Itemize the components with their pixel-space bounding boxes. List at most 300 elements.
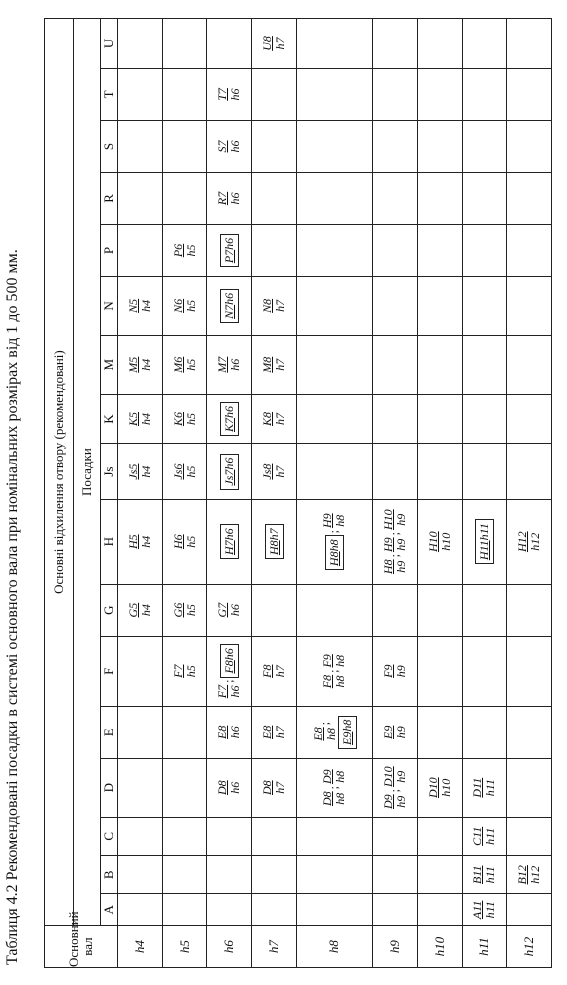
table-row xyxy=(373,19,418,968)
fit-shaft-tolerance: h9 xyxy=(393,795,408,808)
fit-separator: ; xyxy=(387,532,402,536)
fit-cell xyxy=(373,276,418,335)
fit-hole-tolerance: K5 xyxy=(125,411,140,426)
fit-hole-tolerance: E9 xyxy=(339,731,354,745)
fit-cell xyxy=(162,584,207,636)
fit-shaft-tolerance: h6 xyxy=(228,140,243,153)
fit-hole-tolerance: N8 xyxy=(260,298,275,313)
fit-fraction xyxy=(216,685,242,698)
fit-cell xyxy=(507,706,552,758)
fit-cell xyxy=(373,335,418,394)
fit-shaft-tolerance: h11 xyxy=(483,827,498,845)
fit-fraction xyxy=(172,299,198,313)
fit-cell xyxy=(162,444,207,499)
fit-cell xyxy=(296,444,372,499)
fit-cell xyxy=(207,120,252,172)
column-letter-k: K xyxy=(101,394,118,444)
column-letter-m: M xyxy=(101,335,118,394)
fit-fraction xyxy=(382,726,408,739)
fit-fraction xyxy=(312,727,338,740)
fit-fraction xyxy=(172,464,198,480)
fit-cell xyxy=(417,499,462,584)
fit-cell xyxy=(162,120,207,172)
fit-hole-tolerance: F7 xyxy=(215,684,230,699)
fit-fraction xyxy=(471,901,497,919)
fit-shaft-tolerance: h6 xyxy=(221,405,236,418)
shaft-cell: h11 xyxy=(462,926,507,968)
fit-cell xyxy=(507,499,552,584)
fit-cell xyxy=(162,394,207,444)
fit-cell xyxy=(296,68,372,120)
fit-cell xyxy=(118,68,163,120)
fit-cell xyxy=(373,120,418,172)
fit-fraction xyxy=(338,716,357,749)
fit-shaft-tolerance: h6 xyxy=(228,685,243,698)
fit-fraction xyxy=(127,603,153,618)
shaft-cell: h5 xyxy=(162,926,207,968)
fit-hole-tolerance: E9 xyxy=(380,725,395,739)
fit-cell xyxy=(207,856,252,894)
fit-hole-tolerance: H11 xyxy=(476,540,491,561)
column-letter-c: C xyxy=(101,817,118,855)
table-row xyxy=(207,19,252,968)
fit-fraction xyxy=(261,299,287,313)
fit-cell xyxy=(373,224,418,276)
fit-fraction xyxy=(172,412,198,426)
fit-hole-tolerance: D9 xyxy=(380,794,395,810)
fit-cell xyxy=(507,394,552,444)
fit-cell xyxy=(507,894,552,926)
fit-hole-tolerance: F8 xyxy=(221,660,236,674)
fit-hole-tolerance: F9 xyxy=(380,664,395,678)
fit-fraction xyxy=(516,531,542,552)
fit-cell xyxy=(207,68,252,120)
fit-shaft-tolerance: h7 xyxy=(273,413,288,425)
fit-hole-tolerance: H9 xyxy=(380,537,395,553)
fit-shaft-tolerance: h4 xyxy=(138,535,153,548)
fit-hole-tolerance: H8 xyxy=(380,559,395,575)
fit-fraction xyxy=(321,769,347,784)
fit-cell xyxy=(118,120,163,172)
fit-cell xyxy=(417,636,462,706)
fit-cell xyxy=(507,856,552,894)
fit-shaft-tolerance: h6 xyxy=(221,648,236,661)
fit-cell xyxy=(162,335,207,394)
fit-fraction xyxy=(475,519,494,564)
fit-hole-tolerance: H7 xyxy=(221,540,236,556)
fit-cell xyxy=(462,335,507,394)
fit-cell xyxy=(252,19,297,69)
fit-cell xyxy=(118,856,163,894)
fit-hole-tolerance: P7 xyxy=(221,249,236,264)
fit-cell xyxy=(252,120,297,172)
fit-cell xyxy=(207,499,252,584)
fit-cell xyxy=(373,394,418,444)
fit-shaft-tolerance: h7 xyxy=(273,781,288,794)
fit-shaft-tolerance: h11 xyxy=(483,779,498,797)
fit-cell xyxy=(252,224,297,276)
fit-shaft-tolerance: h4 xyxy=(138,299,153,312)
fit-hole-tolerance: M8 xyxy=(260,356,275,373)
fit-cell xyxy=(462,636,507,706)
fit-cell xyxy=(207,172,252,224)
fit-fraction xyxy=(261,780,287,795)
fit-hole-tolerance: Js6 xyxy=(170,463,185,480)
fit-cell xyxy=(162,706,207,758)
fit-cell xyxy=(462,172,507,224)
fit-hole-tolerance: D10 xyxy=(425,777,440,799)
fit-cell xyxy=(207,335,252,394)
fit-cell xyxy=(207,894,252,926)
fit-fraction xyxy=(321,654,347,667)
fit-cell xyxy=(417,584,462,636)
fit-cell xyxy=(252,856,297,894)
fit-fraction xyxy=(382,537,408,552)
fit-cell xyxy=(252,394,297,444)
fit-fraction xyxy=(516,865,542,884)
fit-cell xyxy=(252,276,297,335)
fit-hole-tolerance: M6 xyxy=(170,356,185,373)
fit-hole-tolerance: H6 xyxy=(170,534,185,550)
fit-shaft-tolerance: h4 xyxy=(138,413,153,425)
fit-cell xyxy=(462,68,507,120)
column-letter-js: Js xyxy=(101,444,118,499)
fit-cell xyxy=(417,224,462,276)
fit-cell xyxy=(373,584,418,636)
fit-cell xyxy=(462,856,507,894)
fit-shaft-tolerance: h8 xyxy=(333,675,348,688)
fit-hole-tolerance: C11 xyxy=(470,826,485,846)
table-row xyxy=(417,19,462,968)
fit-hole-tolerance: D8 xyxy=(215,780,230,796)
column-letter-s: S xyxy=(101,120,118,172)
fit-fraction xyxy=(216,88,242,101)
fit-shaft-tolerance: h5 xyxy=(183,413,198,425)
shaft-cell: h12 xyxy=(507,926,552,968)
fit-cell xyxy=(507,335,552,394)
fit-separator: ; xyxy=(326,669,341,673)
column-letter-u: U xyxy=(101,19,118,69)
fit-separator: ; xyxy=(387,789,402,793)
fit-cell xyxy=(252,894,297,926)
fit-cell xyxy=(417,68,462,120)
fit-cell xyxy=(417,856,462,894)
column-letter-f: F xyxy=(101,636,118,706)
table-row xyxy=(462,19,507,968)
fit-cell xyxy=(162,817,207,855)
fit-shaft-tolerance: h4 xyxy=(138,358,153,371)
fit-hole-tolerance: G7 xyxy=(215,602,230,618)
fit-fraction xyxy=(220,644,239,677)
fit-cell xyxy=(417,335,462,394)
fit-shaft-tolerance: h10 xyxy=(438,532,453,551)
fit-cell xyxy=(207,394,252,444)
fit-fraction xyxy=(261,412,287,426)
fit-shaft-tolerance: h5 xyxy=(183,535,198,548)
fit-separator: ; xyxy=(326,786,341,790)
fit-cell xyxy=(118,19,163,69)
fit-cell xyxy=(417,394,462,444)
fit-cell xyxy=(296,120,372,172)
fit-hole-tolerance: G5 xyxy=(125,602,140,618)
deviations-header: Основні відхилення отвору (рекомендовані) xyxy=(45,19,74,926)
fit-shaft-tolerance: h5 xyxy=(183,299,198,312)
shaft-cell: h9 xyxy=(373,926,418,968)
fit-cell xyxy=(296,276,372,335)
column-letter-b: B xyxy=(101,856,118,894)
fit-cell xyxy=(462,894,507,926)
fit-cell xyxy=(373,817,418,855)
fit-cell xyxy=(118,706,163,758)
fit-cell xyxy=(252,499,297,584)
fit-hole-tolerance: D9 xyxy=(320,769,335,785)
fit-shaft-tolerance: h7 xyxy=(273,465,288,478)
fit-cell xyxy=(462,499,507,584)
fit-hole-tolerance: H8 xyxy=(266,540,281,556)
fit-cell xyxy=(296,172,372,224)
fit-shaft-tolerance: h8 xyxy=(333,654,348,667)
fit-separator: ; xyxy=(387,554,402,558)
fit-hole-tolerance: N7 xyxy=(221,304,236,319)
fit-cell xyxy=(252,636,297,706)
fit-hole-tolerance: H5 xyxy=(125,534,140,550)
fit-shaft-tolerance: h7 xyxy=(266,528,281,541)
fit-cell xyxy=(118,276,163,335)
fit-shaft-tolerance: h11 xyxy=(483,866,498,884)
fit-cell xyxy=(417,120,462,172)
fit-shaft-tolerance: h5 xyxy=(183,665,198,678)
header-row-sub xyxy=(74,19,101,968)
fit-hole-tolerance: M5 xyxy=(125,356,140,373)
fit-fraction xyxy=(216,603,242,618)
fit-fraction xyxy=(127,464,153,480)
fit-fraction xyxy=(471,866,497,884)
fit-shaft-tolerance: h9 xyxy=(393,513,408,526)
fit-hole-tolerance: H8 xyxy=(326,551,341,567)
fit-cell xyxy=(252,172,297,224)
fit-shaft-tolerance: h8 xyxy=(333,792,348,805)
header-row-top xyxy=(45,19,74,968)
fit-shaft-tolerance: h6 xyxy=(228,192,243,205)
fit-fraction xyxy=(127,412,153,426)
fit-shaft-tolerance: h6 xyxy=(228,781,243,794)
table-caption: Таблиця 4.2 Рекомендовані посадки в системі основного вала при номінальних розмірах від 1 до 500 мм. xyxy=(4,249,21,965)
fit-shaft-tolerance: h7 xyxy=(273,299,288,312)
fit-shaft-tolerance: h6 xyxy=(221,237,236,250)
fit-cell xyxy=(118,894,163,926)
fit-cell xyxy=(373,856,418,894)
fit-fraction xyxy=(127,534,153,549)
fit-hole-tolerance: D8 xyxy=(320,791,335,807)
fit-hole-tolerance: B12 xyxy=(515,865,530,885)
fit-cell xyxy=(373,706,418,758)
fit-hole-tolerance: K7 xyxy=(221,417,236,432)
fit-fraction xyxy=(321,675,347,688)
fit-hole-tolerance: B11 xyxy=(470,865,485,884)
fit-cell xyxy=(296,584,372,636)
fit-cell xyxy=(162,499,207,584)
fit-shaft-tolerance: h4 xyxy=(138,465,153,478)
fit-hole-tolerance: F8 xyxy=(320,674,335,689)
fit-fraction xyxy=(382,766,408,787)
fit-cell xyxy=(118,444,163,499)
fit-shaft-tolerance: h9 xyxy=(393,770,408,783)
fit-hole-tolerance: N5 xyxy=(125,298,140,313)
fit-cell xyxy=(462,444,507,499)
fit-cell xyxy=(507,172,552,224)
fit-shaft-tolerance: h5 xyxy=(183,465,198,478)
fit-shaft-tolerance: h7 xyxy=(273,358,288,371)
column-letter-a: A xyxy=(101,894,118,926)
fit-shaft-tolerance: h9 xyxy=(393,665,408,678)
fit-cell xyxy=(462,817,507,855)
fit-fraction xyxy=(220,289,239,323)
shaft-cell: h10 xyxy=(417,926,462,968)
fit-hole-tolerance: F7 xyxy=(170,664,185,678)
fit-hole-tolerance: E8 xyxy=(260,725,275,739)
fit-fraction xyxy=(216,140,242,152)
fit-fraction xyxy=(382,509,408,530)
fit-cell xyxy=(417,444,462,499)
fit-fraction xyxy=(265,524,284,559)
fit-shaft-tolerance: h12 xyxy=(528,865,543,884)
fit-cell xyxy=(296,394,372,444)
fit-shaft-tolerance: h8 xyxy=(333,770,348,783)
fit-hole-tolerance: K8 xyxy=(260,411,275,426)
fit-cell xyxy=(118,394,163,444)
fit-fraction xyxy=(127,357,153,373)
fit-hole-tolerance: A11 xyxy=(470,900,485,920)
fit-cell xyxy=(162,19,207,69)
fit-hole-tolerance: D8 xyxy=(260,780,275,796)
fit-cell xyxy=(462,706,507,758)
column-letter-g: G xyxy=(101,584,118,636)
fit-cell xyxy=(373,19,418,69)
fit-shaft-tolerance: h7 xyxy=(273,665,288,678)
fit-cell xyxy=(417,19,462,69)
fit-cell xyxy=(296,894,372,926)
fit-hole-tolerance: T7 xyxy=(215,88,230,101)
fit-cell xyxy=(118,224,163,276)
fit-hole-tolerance: K6 xyxy=(170,411,185,426)
fit-cell xyxy=(162,636,207,706)
fit-cell xyxy=(507,276,552,335)
fit-cell xyxy=(296,758,372,817)
table-row xyxy=(162,19,207,968)
fit-shaft-tolerance: h9 xyxy=(393,538,408,551)
fit-shaft-tolerance: h5 xyxy=(183,358,198,371)
fit-shaft-tolerance: h8 xyxy=(323,727,338,740)
shaft-cell: h6 xyxy=(207,926,252,968)
fit-fraction xyxy=(220,234,239,267)
fit-shaft-tolerance: h7 xyxy=(273,37,288,50)
fit-cell xyxy=(162,856,207,894)
fit-shaft-tolerance: h10 xyxy=(438,778,453,797)
shaft-cell: h7 xyxy=(252,926,297,968)
fit-cell xyxy=(296,19,372,69)
fit-cell xyxy=(252,68,297,120)
table-row xyxy=(118,19,163,968)
fit-cell xyxy=(162,68,207,120)
fit-cell xyxy=(118,817,163,855)
fit-shaft-tolerance: h6 xyxy=(228,358,243,371)
fit-fraction xyxy=(127,299,153,313)
fit-cell xyxy=(373,172,418,224)
fit-hole-tolerance: E8 xyxy=(310,727,325,741)
fit-cell xyxy=(507,817,552,855)
fit-hole-tolerance: H12 xyxy=(515,531,530,553)
fit-cell xyxy=(507,758,552,817)
fit-cell xyxy=(118,584,163,636)
fit-fraction xyxy=(172,357,198,373)
fit-cell xyxy=(507,68,552,120)
fit-hole-tolerance: N6 xyxy=(170,298,185,313)
fit-fraction xyxy=(261,665,287,678)
fit-fraction xyxy=(471,827,497,846)
fit-cell xyxy=(162,224,207,276)
table-row xyxy=(507,19,552,968)
fit-fraction xyxy=(172,534,198,549)
fit-shaft-tolerance: h6 xyxy=(221,292,236,305)
fit-cell xyxy=(417,758,462,817)
table-body xyxy=(118,19,552,968)
fit-hole-tolerance: Js7 xyxy=(221,469,236,486)
fit-hole-tolerance: U8 xyxy=(260,36,275,51)
fit-cell xyxy=(417,276,462,335)
fit-fraction xyxy=(216,780,242,795)
fit-cell xyxy=(507,444,552,499)
fit-cell xyxy=(118,172,163,224)
fit-separator: ; xyxy=(326,530,341,534)
fit-cell xyxy=(252,335,297,394)
fit-cell xyxy=(417,706,462,758)
column-letter-h: H xyxy=(101,499,118,584)
fit-shaft-tolerance: h11 xyxy=(476,523,491,541)
fit-fraction xyxy=(172,603,198,618)
fit-cell xyxy=(373,499,418,584)
fits-header: Посадки xyxy=(74,19,101,926)
fit-cell xyxy=(462,19,507,69)
fit-fraction xyxy=(321,791,347,806)
fit-fraction xyxy=(261,36,287,51)
fit-cell xyxy=(462,276,507,335)
fit-shaft-tolerance: h8 xyxy=(339,719,354,732)
fit-shaft-tolerance: h8 xyxy=(333,514,348,527)
fit-cell xyxy=(507,636,552,706)
fit-hole-tolerance: Js5 xyxy=(125,463,140,480)
fit-cell xyxy=(296,636,372,706)
fit-fraction xyxy=(427,531,453,552)
fit-fraction xyxy=(220,524,239,559)
fit-cell xyxy=(462,224,507,276)
fit-cell xyxy=(118,636,163,706)
fit-cell xyxy=(118,499,163,584)
column-letter-d: D xyxy=(101,758,118,817)
fit-cell xyxy=(507,584,552,636)
fit-cell xyxy=(417,817,462,855)
fit-fraction xyxy=(216,192,242,205)
fit-fraction xyxy=(261,357,287,373)
fit-shaft-tolerance: h6 xyxy=(228,88,243,101)
fit-cell xyxy=(207,276,252,335)
fit-cell xyxy=(207,636,252,706)
table-row xyxy=(252,19,297,968)
fit-shaft-tolerance: h6 xyxy=(221,457,236,470)
fit-hole-tolerance: G6 xyxy=(170,602,185,618)
fit-hole-tolerance: D11 xyxy=(470,777,485,798)
fit-cell xyxy=(373,758,418,817)
fit-cell xyxy=(417,894,462,926)
